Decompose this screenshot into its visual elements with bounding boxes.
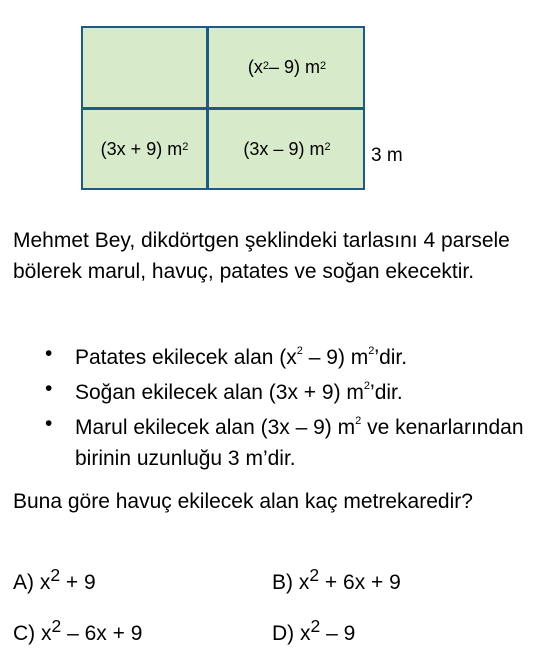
question-text: Buna göre havuç ekilecek alan kaç metrekaredir? bbox=[13, 490, 473, 513]
cell-potato-area: (x $^2$ – 9) m $^2$ bbox=[247, 57, 327, 77]
side-length-label: 3 m bbox=[371, 145, 403, 166]
bullet-item-lettuce: • Marul ekilecek alan (3x – 9) $m^2$ ve kenarlarından birinin uzunluğu 3 m’dir. bbox=[45, 408, 535, 474]
option-c[interactable]: C) $x^2 - 6x + 9$ bbox=[13, 616, 143, 645]
cell-lettuce-area: (3x – 9) m $^2$ bbox=[243, 138, 331, 159]
bullet-icon: • bbox=[45, 377, 53, 400]
cell-onion-area: (3x + 9) m $^2$ bbox=[100, 138, 189, 159]
option-d[interactable]: D) $x^2 - 9$ bbox=[272, 616, 356, 645]
bullet-item-onion: • Soğan ekilecek alan (3x + 9) $m^2’dir$. bbox=[45, 373, 535, 408]
bullet-icon: • bbox=[45, 412, 53, 435]
problem-paragraph: Mehmet Bey, dikdörtgen şeklindeki tarlasını 4 parsele bölerek marul, havuç, patates ve soğan ekecektir. bbox=[13, 229, 510, 283]
bullet-icon: • bbox=[45, 342, 53, 365]
option-b[interactable]: B) $x^2 + 6x + 9$ bbox=[272, 565, 401, 594]
field-diagram bbox=[81, 26, 365, 190]
bullet-item-potato: • Patates ekilecek alan $(x^2 - 9)$ $m^2’dir$. bbox=[45, 338, 535, 373]
option-a[interactable]: A) $x^2 + 9$ bbox=[13, 565, 96, 594]
bullet-list bbox=[45, 338, 535, 474]
